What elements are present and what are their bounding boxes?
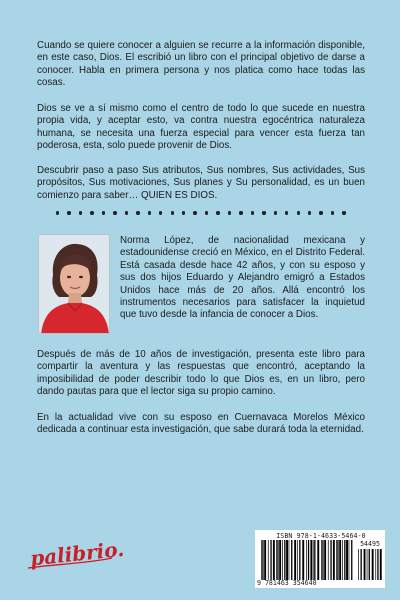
barcode-bar: [302, 540, 304, 580]
author-photo: [38, 234, 110, 334]
ean-barcode-icon: [261, 540, 353, 580]
separator-dot: [125, 211, 128, 214]
barcode-bar: [273, 540, 275, 580]
author-portrait-icon: [39, 235, 110, 334]
barcode-bar: [364, 549, 366, 580]
barcode-bar: [264, 540, 266, 580]
barcode-bar: [333, 540, 335, 580]
barcode-bar: [367, 549, 368, 580]
separator-dot: [285, 211, 288, 214]
barcode-bar: [286, 540, 288, 580]
dotted-separator: [56, 209, 346, 217]
separator-dot: [205, 211, 208, 214]
palibrio-logo-icon: [24, 534, 124, 574]
barcode-bar: [337, 540, 338, 580]
barcode-bar: [344, 540, 345, 580]
separator-dot: [148, 211, 151, 214]
barcode-bar: [282, 540, 283, 580]
barcode-bar: [306, 540, 307, 580]
barcode-bar: [270, 540, 271, 580]
barcode-bar: [377, 549, 378, 580]
separator-dot: [297, 211, 300, 214]
barcode-bar: [349, 540, 350, 580]
barcode-bar: [330, 540, 331, 580]
barcode-bar: [310, 540, 312, 580]
barcode-bar: [358, 549, 359, 580]
isbn-text: ISBN 978-1-4633-5464-0: [276, 532, 366, 540]
separator-dot: [79, 211, 82, 214]
author-bio: Norma López, de nacionalidad mexicana y estadounidense creció en México, en el Distrito Federal. Está casada desde hace 42 años, y con su esposo y sus dos hijos Eduardo y Alejandro emigró a Estados Unidos hace más de 20 años. Allá encontró los instrumentos necesarios para satisfacer la inquietud que tuvo desde la infancia de conocer a Dios.: [120, 235, 365, 321]
separator-dot: [239, 211, 242, 214]
investigation-paragraph: Después de más de 10 años de investigación, presenta este libro para compartir la aventura y las respuestas que encontró, aceptando la imposibilidad de poder describir todo lo que Dios es, en un libro, pero dando pautas para que el lector siga su propio camino.: [37, 349, 365, 398]
svg-text:palibrio.: palibrio.: [28, 536, 124, 571]
barcode-bar: [262, 540, 263, 580]
barcode-bar: [380, 549, 382, 580]
barcode-bar: [299, 540, 300, 580]
barcode-bar: [284, 540, 285, 580]
barcode-bar: [268, 540, 269, 580]
separator-dot: [342, 211, 345, 214]
separator-dot: [251, 211, 254, 214]
discover-paragraph: Descubrir paso a paso Sus atributos, Sus nombres, Sus actividades, Sus propósitos, Sus motivaciones, Sus planes y Su personalidad, es un buen comienzo para saber… QUIEN ES DIOS.: [37, 165, 365, 201]
barcode-bar: [339, 540, 341, 580]
barcode-bar: [369, 549, 370, 580]
separator-dot: [193, 211, 196, 214]
barcode-bar: [342, 540, 343, 580]
barcode-bar: [277, 540, 278, 580]
separator-dot: [90, 211, 93, 214]
god-center-paragraph: Dios se ve a sí mismo como el centro de todo lo que sucede en nuestra propia vida, y aceptar esto, va contra nuestra egocéntrica naturaleza humana, se necesita una fuerza especial para vencer esta fuerza tan poderosa, esta, solo puede provenir de Dios.: [37, 103, 365, 152]
barcode-bar: [346, 540, 348, 580]
barcode-bar: [291, 540, 292, 580]
barcode-bar: [336, 540, 337, 580]
barcode-bar: [294, 540, 296, 580]
barcode-bar: [279, 540, 281, 580]
separator-dot: [56, 211, 59, 214]
publisher-logo: [24, 534, 124, 574]
barcode-bar: [361, 549, 362, 580]
separator-dot: [182, 211, 185, 214]
separator-dot: [308, 211, 311, 214]
barcode-bar: [372, 549, 374, 580]
separator-dot: [102, 211, 105, 214]
barcode-bar: [276, 540, 277, 580]
barcode-bar: [289, 540, 290, 580]
barcode-bar: [328, 540, 329, 580]
barcode-bar: [321, 540, 322, 580]
barcode-bar: [314, 540, 315, 580]
barcode-bar: [261, 540, 262, 580]
separator-dot: [113, 211, 116, 214]
separator-dot: [171, 211, 174, 214]
separator-dot: [228, 211, 231, 214]
barcode-bar: [317, 540, 319, 580]
barcode-bar: [313, 540, 314, 580]
intro-paragraph: Cuando se quiere conocer a alguien se recurre a la información disponible, en este caso, Dios. El escribió un libro con el principal objetivo de darse a conocer. Habla en primera persona y nos platica como hace todas las cosas.: [37, 40, 365, 89]
barcode-bar: [297, 540, 298, 580]
addon-digits: 54495: [360, 540, 380, 548]
barcode-block: [255, 530, 385, 588]
separator-dot: [319, 211, 322, 214]
separator-dot: [331, 211, 334, 214]
barcode-bar: [324, 540, 326, 580]
separator-dot: [67, 211, 70, 214]
separator-dot: [159, 211, 162, 214]
present-day-paragraph: En la actualidad vive con su esposo en Cuernavaca Morelos México dedicada a continuar esta investigación, que sabe durará toda la eternidad.: [37, 412, 365, 436]
barcode-bar: [351, 540, 352, 580]
barcode-bar: [375, 549, 376, 580]
barcode-bar: [308, 540, 309, 580]
separator-dot: [262, 211, 265, 214]
separator-dot: [136, 211, 139, 214]
separator-dot: [216, 211, 219, 214]
separator-dot: [274, 211, 277, 214]
addon-barcode-icon: [358, 549, 382, 580]
ean-digits: 9 781463 354640: [257, 579, 317, 587]
barcode-bar: [322, 540, 323, 580]
